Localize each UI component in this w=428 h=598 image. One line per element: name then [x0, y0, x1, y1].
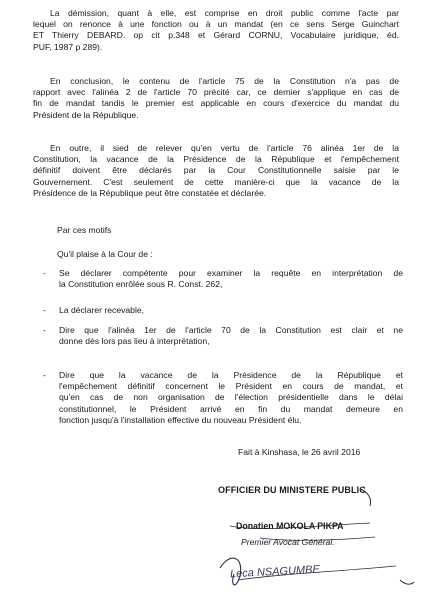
- paragraph-line: fin de mandat tandis le premier est applicable en cours d'exercice du mandat du: [33, 98, 399, 109]
- paragraph-line: La démission, quant à elle, est comprise en droit public comme l'acte par: [50, 8, 399, 18]
- paragraph-line: Présidence de la République peut être constatée et déclarée.: [33, 187, 267, 198]
- list-dash: -: [43, 325, 46, 335]
- paragraph-line: Gouvernement. C'est seulement de cette manière-ci que la vacance de la: [33, 176, 399, 187]
- paragraph-line: rapport avec l'alinéa 2 de l'article 70 précité car, ce dernier s'applique en cas de: [33, 87, 399, 98]
- paragraph-en-outre: [33, 143, 399, 199]
- signer-name: Donatien MOKOLA PIKPA: [236, 521, 344, 531]
- list-item-line: constitutionnel, le Président arrivé en fin du mandat demeure en: [59, 403, 403, 414]
- list-item-line: Dire que l'alinéa 1er de l'article 70 de la Constitution est clair et ne: [59, 325, 403, 335]
- paragraph-line: définitif doivent être déclarés par la Cour Constitutionnelle saisie par le: [33, 165, 399, 176]
- paragraph-line: Constitution, la vacance de la Présidence de la République et l'empêchement: [33, 154, 399, 165]
- paragraph-line: En conclusion, le contenu de l'article 75 de la Constitution n'a pas de: [50, 76, 399, 86]
- list-dash: -: [43, 268, 46, 278]
- list-item-line: l'empêchement définitif concernent le Président en cours de mandat, et: [59, 381, 403, 392]
- list-item-line: La déclarer recevable,: [59, 305, 145, 315]
- date-place-line: Fait à Kinshasa, le 26 avril 2016: [238, 447, 361, 457]
- plaise-heading: Qu'il plaise à la Cour de :: [57, 249, 153, 259]
- paragraph-line: lequel on renonce à une fonction ou à un mandat (en ce sens Serge Guinchart: [33, 19, 399, 30]
- list-dash: -: [43, 305, 46, 315]
- officer-heading: OFFICIER DU MINISTERE PUBLIC: [218, 485, 366, 495]
- paragraph-line: Président de la République.: [33, 109, 139, 120]
- list-item-line: la Constitution enrôlée sous R. Const. 262,: [59, 279, 223, 290]
- paragraph-line: PUF, 1987 p 289).: [33, 41, 103, 52]
- paragraph-demission: [33, 8, 399, 53]
- list-item-line: qu'en cas de non organisation de l'élection présidentielle dans le délai: [59, 392, 403, 403]
- paragraph-line: En outre, il sied de relever qu'en vertu de l'article 76 alinéa 1er de la: [50, 143, 399, 153]
- motifs-heading: Par ces motifs: [57, 225, 112, 235]
- list-item-line: fonction jusqu'à l'installation effective du nouveau Président élu.: [59, 414, 302, 425]
- signer-title: Premier Avocat Général.: [241, 537, 335, 547]
- list-item-line: Dire que la vacance de la Présidence de la République et: [59, 370, 403, 380]
- paragraph-conclusion: [33, 76, 399, 121]
- list-item-line: Se déclarer compétente pour examiner la requête en interprétation de: [59, 268, 403, 278]
- list-dash: -: [43, 370, 46, 380]
- handwritten-annotation: Leca NSAGUMBE: [229, 563, 321, 581]
- paragraph-line: ET Thierry DEBARD. op cit p.348 et Gérard CORNU, Vocabulaire juridique, éd.: [33, 30, 399, 41]
- list-item-line: donne dès lors pas lieu à interprétation,: [59, 336, 210, 347]
